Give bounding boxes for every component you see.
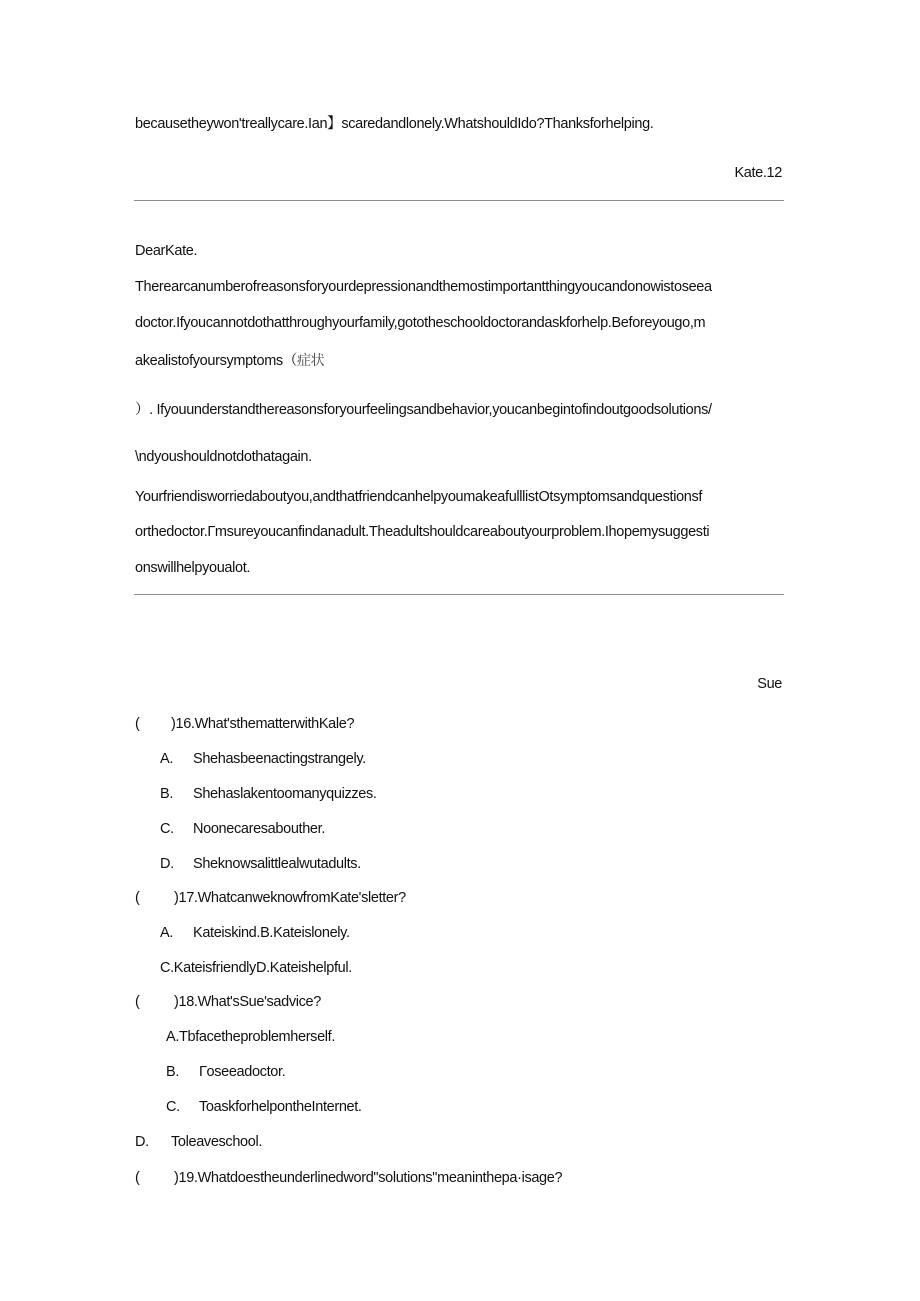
answer-blank[interactable]: ( [135, 890, 140, 906]
question-18 [135, 993, 321, 1011]
option-letter: B. [160, 786, 173, 802]
question-stem: )19.Whatdoestheunderlinedword"solutions"meaninthepa·isage? [174, 1170, 563, 1186]
question-16 [135, 715, 354, 733]
option-text: Kateiskind.B.Kateislonely. [193, 925, 350, 941]
option-text: Sheknowsalittlealwutadults. [193, 856, 361, 872]
option-letter: A. [160, 925, 173, 941]
answer-blank[interactable]: ( [135, 994, 140, 1010]
option-text: Shehaslakentoomanyquizzes. [193, 786, 377, 802]
cjk-gloss: 症状 [296, 353, 325, 369]
sue-signature: Sue [757, 676, 782, 692]
option-18b [166, 1063, 285, 1081]
option-letter: C. [160, 821, 174, 837]
reply-line-with-gloss [135, 352, 324, 370]
option-text: Noonecaresabouther. [193, 821, 326, 837]
question-stem: )17.WhatcanweknowfromKate'sletter? [174, 890, 406, 906]
reply-line: ）. Ifyouunderstandthereasonsforyourfeelingsandbehavior,youcanbegintofindoutgoodsolutions/ [135, 402, 712, 418]
question-stem: )16.What'sthematterwithKale? [171, 716, 355, 732]
kate-signature: Kate.12 [734, 165, 782, 181]
reply-line: akealistofyoursymptoms（ [135, 353, 297, 369]
option-letter: C. [166, 1099, 180, 1115]
option-16b [160, 785, 377, 803]
option-16a [160, 750, 366, 768]
option-16d [160, 855, 361, 873]
option-letter: B. [166, 1064, 179, 1080]
question-17 [135, 889, 406, 907]
question-stem: )18.What'sSue'sadvice? [174, 994, 321, 1010]
divider-bottom [134, 594, 784, 595]
answer-blank[interactable]: ( [135, 1170, 140, 1186]
option-18d [135, 1133, 262, 1151]
reply-line: doctor.Ifyoucannotdothatthroughyourfamily,gototheschooldoctorandaskforhelp.Beforeyougo,m [135, 315, 706, 331]
divider-top [134, 200, 784, 201]
reply-line: Therearcanumberofreasonsforyourdepressionandthemostimportantthingyoucandonowistoseea [135, 279, 712, 295]
reply-line: onswillhelpyoualot. [135, 560, 251, 576]
option-16c [160, 820, 325, 838]
option-17-line2: C.KateisfriendlyD.Kateishelpful. [160, 960, 352, 976]
option-18c [166, 1098, 362, 1116]
option-letter: D. [160, 856, 174, 872]
reply-line: orthedoctor.Гmsureyoucanfindanadult.Theadultshouldcareaboutyourproblem.Ihopemysuggesti [135, 524, 710, 540]
reply-salutation: DearKate. [135, 243, 198, 259]
option-text: Гoseeadoctor. [199, 1064, 286, 1080]
option-letter: D. [135, 1134, 149, 1150]
option-text: ToaskforhelpontheInternet. [199, 1099, 362, 1115]
option-letter: A. [160, 751, 173, 767]
option-18a: A.Tbfacetheproblemherself. [166, 1029, 336, 1045]
option-text: Shehasbeenactingstrangely. [193, 751, 366, 767]
reply-line: \ndyoushouldnotdothatagain. [135, 449, 312, 465]
question-19 [135, 1169, 562, 1187]
reply-line: Yourfriendisworriedaboutyou,andthatfriendcanhelpyoumakeafulllistOtsymptomsandquestionsf [135, 489, 703, 505]
answer-blank[interactable]: ( [135, 716, 140, 732]
option-17-line1 [160, 924, 350, 942]
option-text: Toleaveschool. [171, 1134, 263, 1150]
kate-letter-last-line: becausetheywon'treallycare.Ian】scaredandlonely.WhatshouldIdo?Thanksforhelping. [135, 116, 654, 132]
